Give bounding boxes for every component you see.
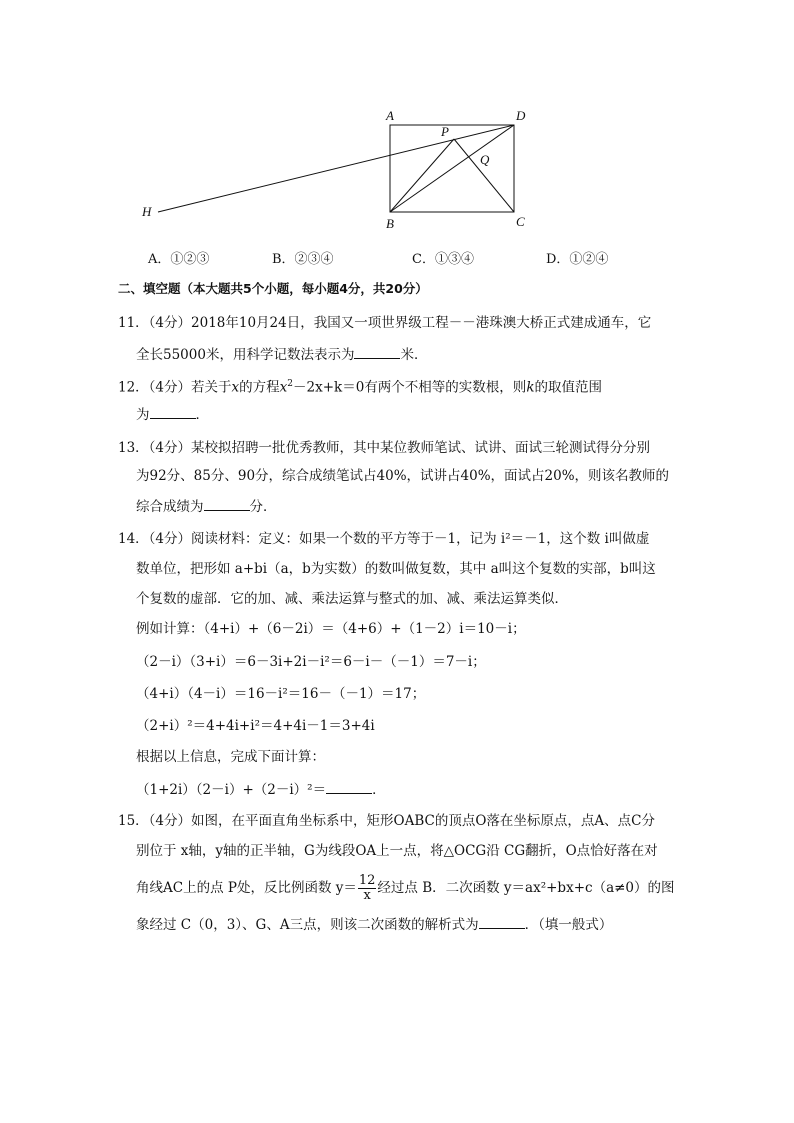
answer-blank [204,496,250,511]
q12-text-f: ． [195,407,209,423]
option-c: C．①③④ [412,252,474,267]
label-h: H [142,204,152,219]
q15-text-c: 象经过 C（0，3）、G、A三点，则该二次函数的解析式为 [136,917,479,933]
option-a: A．①②③ [148,252,210,267]
label-a: A [386,108,394,123]
q12-line1 [118,374,602,398]
q15-text-d: ．（填一般式） [524,917,613,933]
q12-text-a: 12．（4分）若关于 [118,379,232,396]
q13-unit: 分． [249,499,277,515]
option-d: D．①②④ [546,252,609,267]
label-c: C [516,214,525,229]
option-b: B．②③④ [272,252,334,267]
label-b: B [386,216,394,231]
answer-blank [150,404,196,419]
q13-line2: 为92分、85分、90分，综合成绩笔试占40%，试讲占40%，面试占20%，则该名教师的 [136,468,670,484]
q12-text-b: 的方程 [239,379,280,396]
q11-text: 全长55000米，用科学记数法表示为 [136,347,355,363]
q14-line3: 个复数的虚部．它的加、减、乘法运算与整式的加、减、乘法运算类似． [136,591,568,607]
q14-line9 [136,779,386,800]
line-pc [454,139,514,212]
q12-var-x: x [231,379,240,396]
label-q: Q [480,152,490,167]
q13-line1: 13．（4分）某校拟招聘一批优秀教师，其中某位教师笔试、试讲、面试三轮测试得分分别 [118,440,651,456]
choice-options [148,248,668,268]
q15-line3 [136,873,675,905]
q14-period: ． [372,782,386,798]
line-hd [158,125,514,212]
q11-line1: 11．（4分）2018年10月24日，我国又一项世界级工程－－港珠澳大桥正式建成通车，它 [118,315,652,331]
line-bd [390,125,514,212]
q12-text-c: 有两个不相等的实数根，则 [364,379,527,396]
q12-text-d: 的取值范围 [534,379,602,396]
q14-line4: 例如计算：（4+i）+（6－2i）＝（4+6）+（1－2）i＝10－i； [136,621,526,637]
q14-line2: 数单位，把形如 a+bi（a，b为实数）的数叫做复数，其中 a叫这个复数的实部，b叫这 [136,561,656,577]
q15-text-b: 经过点 B．二次函数 y＝ax²+bx+c（a≠0）的图 [377,880,675,896]
answer-blank [479,914,525,929]
q14-expression: （1+2i）（2－i）+（2－i）²＝ [136,782,327,798]
q14-line6: （4+i）（4－i）＝16－i²＝16－（－1）＝17； [136,686,426,702]
answer-blank [354,344,400,359]
fraction-12-over-x [358,874,377,903]
geometry-figure [130,100,550,240]
q12-eq-sup: 2 [287,379,294,389]
fraction-denominator: x [363,888,371,903]
q14-line1: 14．（4分）阅读材料：定义：如果一个数的平方等于－1，记为 i²＝－1，这个数 i叫做虚 [118,531,650,547]
q12-eq-rest: －2x+k＝0 [293,379,365,396]
q14-line7: （2+i）²＝4+4i+i²＝4+4i－1＝3+4i [136,718,375,734]
q12-eq-x: x [279,379,288,396]
line-bp [390,139,454,212]
q12-text-e: 为 [136,407,150,423]
q13-line3 [136,496,277,517]
q15-line1: 15．（4分）如图，在平面直角坐标系中，矩形OABC的顶点O落在坐标原点，点A、点C分 [118,813,655,829]
q12-line2 [136,404,209,425]
fraction-numerator: 12 [358,873,376,888]
q15-line2: 别位于 x轴，y轴的正半轴，G为线段OA上一点，将△OCG沿 CG翻折，O点恰好落在对 [136,843,658,859]
q14-line5: （2－i）（3+i）＝6－3i+2i－i²＝6－i－（－1）＝7－i； [136,654,486,670]
label-d: D [516,108,526,123]
answer-blank [326,779,372,794]
label-p: P [441,124,449,139]
q12-var-k: k [526,379,535,396]
q15-text-a: 角线AC上的点 P处，反比例函数 y＝ [136,880,357,896]
q15-line4 [136,914,612,935]
q11-unit: 米． [400,347,428,363]
q11-line2 [136,344,427,365]
q14-line8: 根据以上信息，完成下面计算： [136,749,325,765]
q13-text: 综合成绩为 [136,499,204,515]
section-title: 二、填空题（本大题共5个小题，每小题4分，共20分） [118,281,428,296]
